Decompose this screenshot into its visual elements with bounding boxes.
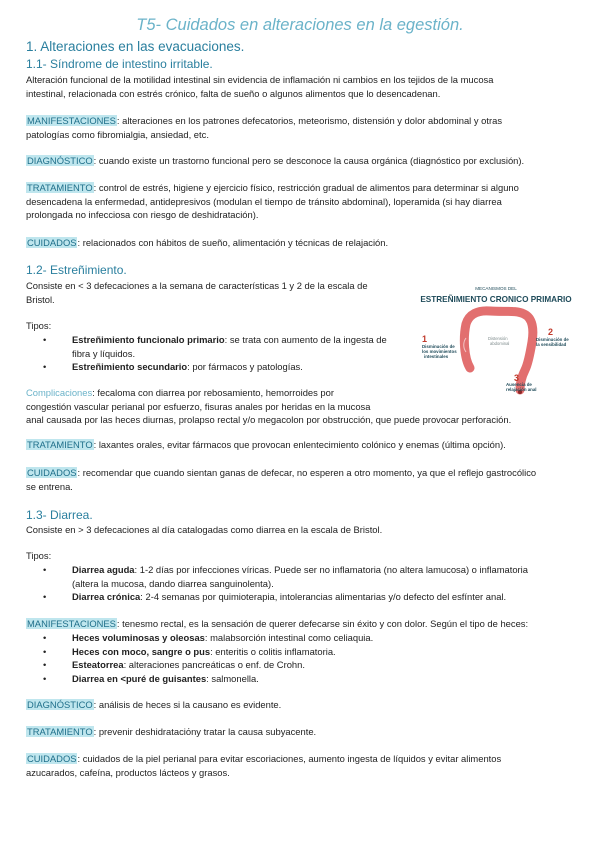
list-item: • Heces voluminosas y oleosas: malabsorción intestinal como celiaquia. xyxy=(43,632,374,643)
stool-types-list xyxy=(26,631,566,685)
ibs-care: CUIDADOS: relacionados con hábitos de sueño, alimentación y técnicas de relajación. xyxy=(27,237,389,248)
diarrhea-manifestations: MANIFESTACIONES: tenesmo rectal, es la sensación de querer defecarse sin éxito y con dolor. Según el tipo de heces: xyxy=(27,618,529,629)
label-highlight: TRATAMIENTO xyxy=(27,439,93,450)
bullet-icon: • xyxy=(43,659,47,671)
subsection-heading-ibs: 1.1- Síndrome de intestino irritable. xyxy=(26,57,213,71)
mechanism-3-number: 3 xyxy=(514,373,520,383)
list-item: • Diarrea en <puré de guisantes: salmonella. xyxy=(43,672,259,684)
diarrhea-intro: Consiste en > 3 defecaciones al día catalogadas como diarrea en la escala de Bristol. xyxy=(26,524,383,535)
constipation-types-label: Tipos: xyxy=(26,320,52,331)
list-item: • Diarrea crónica: 2-4 semanas por quimioterapia, intolerancias alimentarias y/o defecto del esfínter anal. xyxy=(43,591,507,603)
label-highlight: TRATAMIENTO xyxy=(27,182,93,193)
ibs-intro: Alteración funcional de la motilidad intestinal sin evidencia de inflamación ni cambios en los tejidos de la mucosa intestinal, relacionada con estrés crónico, falta de sueño o algunos alimentos que lo desencadenan. xyxy=(26,74,494,99)
svg-text:la sensibilidad: la sensibilidad xyxy=(536,342,567,347)
subsection-heading-constipation: 1.2- Estreñimiento. xyxy=(26,263,127,277)
mechanism-2-number: 2 xyxy=(548,327,554,337)
svg-text:Distensión: Distensión xyxy=(488,336,508,341)
svg-text:relajación anal: relajación anal xyxy=(506,387,537,392)
ibs-treatment: TRATAMIENTO: control de estrés, higiene y ejercicio físico, restricción gradual de alimentos para determinar si alguno desencadena la enfermedad, antidepresivos (modulan el tiempo de tránsito abdominal), loperamida (si hay diarrea prolongada no infecciosa con riesgo de deshidratación). xyxy=(26,182,519,221)
figure-top-label: MECANISMOS DEL xyxy=(475,286,517,291)
label-highlight: CUIDADOS xyxy=(27,753,77,764)
ibs-manifestations: MANIFESTACIONES: alteraciones en los patrones defecatorios, meteorismo, distensión y dolor abdominal y otras patologías como fibromialgia, ansiedad, etc. xyxy=(26,115,503,140)
diarrhea-diagnosis: DIAGNÓSTICO: análisis de heces si la causano es evidente. xyxy=(27,699,282,710)
svg-text:los movimientos: los movimientos xyxy=(422,349,457,354)
bullet-icon: • xyxy=(43,632,47,643)
constipation-treatment: TRATAMIENTO: laxantes orales, evitar fármacos que provocan enlentecimiento colónico y enemas (última opción). xyxy=(27,439,506,450)
label-highlight: CUIDADOS xyxy=(27,467,77,478)
document-title: T5- Cuidados en alteraciones en la egestión. xyxy=(136,16,464,34)
list-item: • Estreñimiento funcionalo primario: se trata con aumento de la ingesta de fibra y líquidos. xyxy=(43,334,387,359)
bullet-icon: • xyxy=(43,645,47,657)
list-item: • Estreñimiento secundario: por fármacos y patologías. xyxy=(43,361,303,373)
label-highlight: MANIFESTACIONES xyxy=(27,115,116,126)
list-item: • Heces con moco, sangre o pus: enteritis o colitis inflamatoria. xyxy=(43,645,336,657)
list-item: • Esteatorrea: alteraciones pancreáticas o enf. de Crohn. xyxy=(43,659,305,671)
svg-text:abdominal: abdominal xyxy=(490,341,510,346)
label-highlight: TRATAMIENTO xyxy=(27,726,93,737)
constipation-complications: Complicaciones: fecaloma con diarrea por rebosamiento, hemorroides por congestión vascular perianal por esfuerzo, fisuras anales por heridas en la mucosa anal causada por las heces diurnas, prolapso rectal y/o megacolon por obstrucción, que puede provocar perforación. xyxy=(26,387,512,426)
constipation-intro: Consiste en < 3 defecaciones a la semana de características 1 y 2 de la escala de Bristol. xyxy=(26,280,368,305)
constipation-types-list xyxy=(26,333,406,374)
diarrhea-treatment: TRATAMIENTO: prevenir deshidrataciόny tratar la causa subyacente. xyxy=(27,726,317,737)
mechanism-1-number: 1 xyxy=(422,334,428,344)
svg-text:Disminución de: Disminución de xyxy=(422,344,455,349)
bullet-icon: • xyxy=(43,361,47,373)
label-highlight: DIAGNÓSTICO xyxy=(27,155,93,166)
diarrhea-care: CUIDADOS: cuidados de la piel perianal para evitar escoriaciones, aumento ingesta de líquidos y evitar alimentos azucarados, cafeína, productos lácteos y grasos. xyxy=(26,753,502,778)
complications-label: Complicaciones xyxy=(26,387,93,398)
constipation-mechanisms-figure xyxy=(408,278,584,400)
figure-title: ESTREÑIMIENTO CRONICO PRIMARIO xyxy=(420,295,572,304)
ibs-diagnosis: DIAGNÓSTICO: cuando existe un trastorno funcional pero se desconoce la causa orgánica (diagnóstico por exclusión). xyxy=(27,155,525,166)
diarrhea-types-label: Tipos: xyxy=(26,550,52,561)
constipation-care: CUIDADOS: recomendar que cuando sientan ganas de defecar, no esperen a otro momento, ya que el reflejo gastrocólico se entrena. xyxy=(26,467,537,492)
svg-text:intestinales: intestinales xyxy=(424,354,449,359)
label-highlight: CUIDADOS xyxy=(27,237,77,248)
diarrhea-types-list xyxy=(26,563,566,604)
label-highlight: MANIFESTACIONES xyxy=(27,618,116,629)
bullet-icon: • xyxy=(43,591,47,603)
svg-text:Disminución de: Disminución de xyxy=(536,337,569,342)
list-item: • Diarrea aguda: 1-2 días por infecciones víricas. Puede ser no inflamatoria (no altera lamucosa) o inflamatoria (altera la mucosa, dando diarrea sanguinolenta). xyxy=(43,564,528,589)
bullet-icon: • xyxy=(43,564,47,575)
subsection-heading-diarrhea: 1.3- Diarrea. xyxy=(26,508,93,522)
bullet-icon: • xyxy=(43,672,47,684)
section-heading: 1. Alteraciones en las evacuaciones. xyxy=(26,39,245,54)
label-highlight: DIAGNÓSTICO xyxy=(27,699,93,710)
svg-text:Ausencia de: Ausencia de xyxy=(506,382,532,387)
bullet-icon: • xyxy=(43,334,47,345)
